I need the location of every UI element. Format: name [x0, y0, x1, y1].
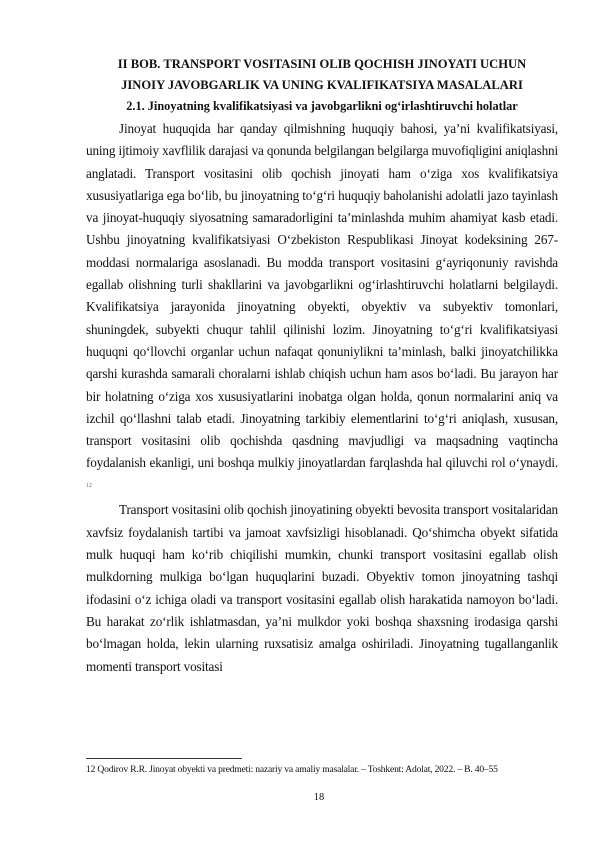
body-text — [86, 118, 558, 678]
footnote: 12 Qodirov R.R. Jinoyat obyekti va predmeti: nazariy va amaliy masalalar. – Toshkent: Adolat, 2022. – B. 40–55 — [86, 764, 498, 775]
paragraph-1-text: Jinoyat huquqida har qanday qilmishning huquqiy bahosi, ya’ni kvalifikatsiyasi, uning ijtimoiy xavflilik darajasi va qonunda belgilangan belgilarga muvofiqligini aniqlashni anglatadi. Transport vositasini olib qochish jinoyati ham o‘ziga xos kvalifikatsiya xususiyatlariga ega bo‘lib, bu jinoyatning to‘g‘ri huquqiy baholanishi adolatli jazo tayinlash va jinoyat-huquqiy siyosatning samaradorligini ta’minlashda muhim ahamiyat kasb etadi. Ushbu jinoyatning kvalifikatsiyasi O‘zbekiston Respublikasi Jinoyat kodeksining 267-moddasi normalariga asoslanadi. Bu modda transport vositasini g‘ayriqonuniy ravishda egallab olishning turli shakllarini va javobgarlikni og‘irlashtiruvchi holatlarni belgilaydi. Kvalifikatsiya jarayonida jinoyatning obyekti, obyektiv va subyektiv tomonlari, shuningdek, subyekti chuqur tahlil qilinishi lozim. Jinoyatning to‘g‘ri kvalifikatsiyasi huquqni qo‘llovchi organlar uchun nafaqat qonuniylikni ta’minlash, balki jinoyatchilikka qarshi kurashda samarali choralarni ishlab chiqish uchun ham asos bo‘ladi. Bu jarayon har bir holatning o‘ziga xos xususiyatlarini inobatga olgan holda, qonun normalarini aniq va izchil qo‘llashni talab etadi. Jinoyatning tarkibiy elementlarini to‘g‘ri aniqlash, xususan, transport vositasini olib qochishda qasdning mavjudligi va maqsadning vaqtincha foydalanish ekanligi, uni boshqa mulkiy jinoyatlardan farqlashda hal qiluvchi rol o‘ynaydi. — [86, 121, 558, 471]
footnote-separator — [86, 758, 242, 759]
paragraph-2 — [86, 499, 558, 677]
paragraph-2-text: Transport vositasini olib qochish jinoyatining obyekti bevosita transport vositalaridan xavfsiz foydalanish tartibi va jamoat xavfsizligi hisoblanadi. Qo‘shimcha obyekt sifatida mulk huquqi ham ko‘rib chiqilishi mumkin, chunki transport vositasini egallab olish mulkdorning mulkiga bo‘lgan huquqlarini buzadi. Obyektiv tomon jinoyatning tashqi ifodasini o‘z ichiga oladi va transport vositasini egallab olish harakatida namoyon bo‘ladi. Bu harakat zo‘rlik ishlatmasdan, ya’ni mulkdor yoki boshqa shaxsning irodasiga qarshi bo‘lmagan holda, lekin ularning ruxsatisiz amalga oshiriladi. Jinoyatning tugallanganlik momenti transport vositasi — [86, 502, 558, 674]
page-number: 18 — [313, 792, 325, 803]
chapter-title-line1: II BOB. TRANSPORT VOSITASINI OLIB QOCHISH JINOYATI UCHUN — [117, 57, 527, 71]
section-title: 2.1. Jinoyatning kvalifikatsiyasi va javobgarlikni og‘irlashtiruvchi holatlar — [126, 99, 518, 113]
paragraph-1 — [86, 118, 558, 499]
chapter-title-line2: JINOIY JAVOBGARLIK VA UNING KVALIFIKATSIYA MASALALARI — [121, 78, 523, 92]
footnote-reference: 12 — [86, 482, 92, 489]
